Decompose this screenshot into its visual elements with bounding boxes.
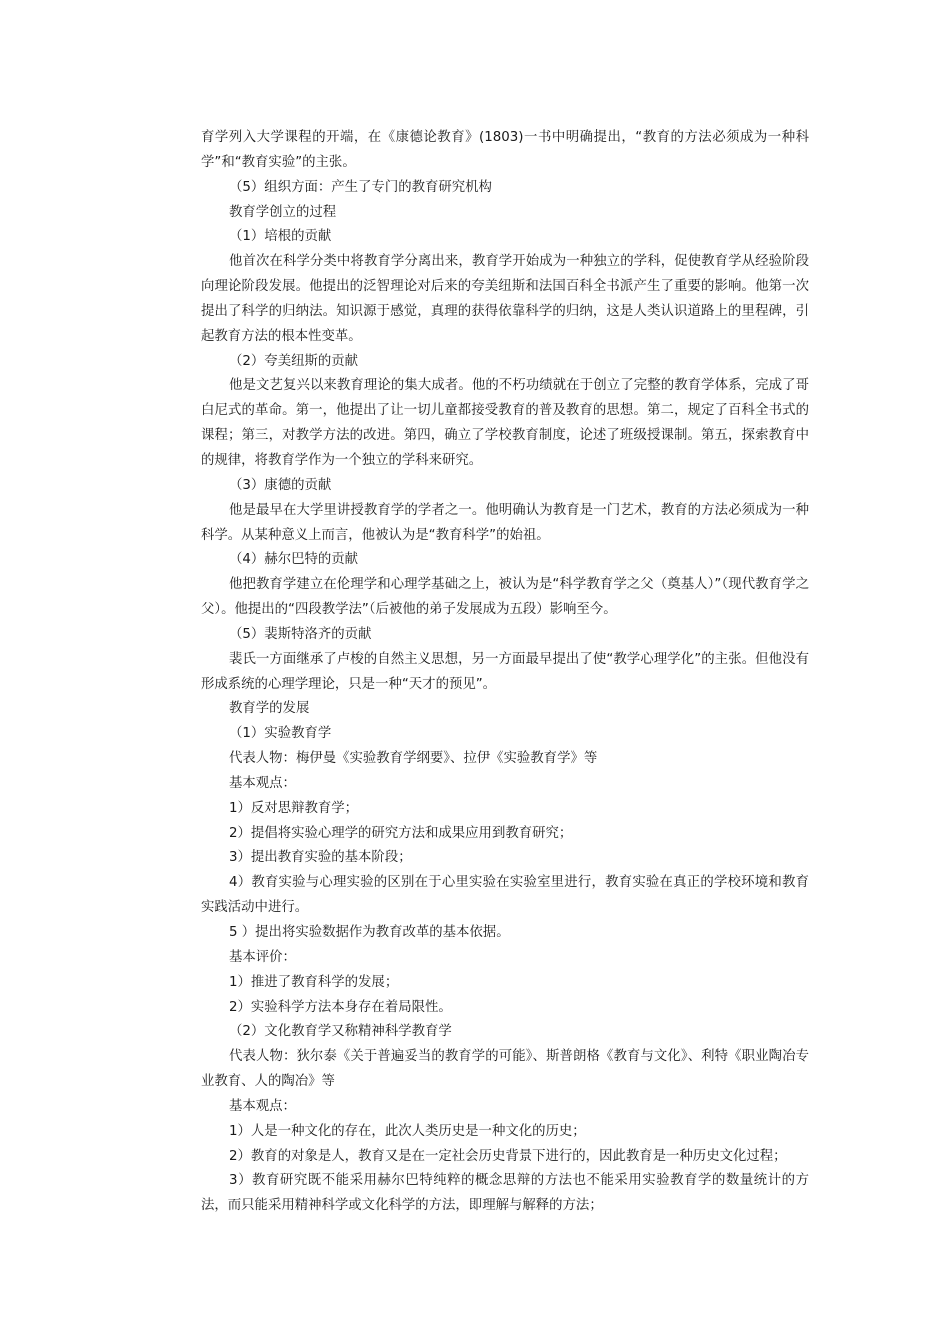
paragraph: 他首次在科学分类中将教育学分离出来，教育学开始成为一种独立的学科，促使教育学从经验阶段向理论阶段发展。他提出的泛智理论对后来的夸美纽斯和法国百科全书派产生了重要的影响。他第一次提出了科学的归纳法。知识源于感觉，真理的获得依靠科学的归纳，这是人类认识道路上的里程碑，引起教育方法的根本性变革。 [201,254,809,344]
paragraph: 1）人是一种文化的存在，此次人类历史是一种文化的历史； [229,1123,586,1139]
paragraph: （5）裴斯特洛齐的贡献 [229,626,372,642]
paragraph: （2）夸美纽斯的贡献 [229,353,359,369]
paragraph: （4）赫尔巴特的贡献 [229,552,359,568]
paragraph: 2）实验科学方法本身存在着局限性。 [229,999,452,1015]
paragraph: （1）培根的贡献 [229,229,332,245]
paragraph: 1）推进了教育科学的发展； [229,974,399,990]
paragraph: 育学列入大学课程的开端，在《康德论教育》(1803)一书中明确提出，“教育的方法必须成为一种科学”和“教育实验”的主张。 [201,130,809,170]
paragraph: 4）教育实验与心理实验的区别在于心里实验在实验室里进行，教育实验在真正的学校环境和教育实践活动中进行。 [201,875,809,916]
paragraph: 2）教育的对象是人，教育又是在一定社会历史背景下进行的，因此教育是一种历史文化过程； [229,1148,787,1164]
paragraph: 他把教育学建立在伦理学和心理学基础之上，被认为是“科学教育学之父（奠基人）”（现代教育学之父）。他提出的“四段教学法”（后被他的弟子发展成为五段）影响至今。 [201,577,809,618]
paragraph: （1）实验教育学 [229,726,332,742]
paragraph: 1）反对思辩教育学； [229,800,359,816]
paragraph: 基本观点： [229,1098,296,1114]
paragraph: （3）康德的贡献 [229,477,332,493]
document-body [201,126,809,1219]
paragraph: （2）文化教育学又称精神科学教育学 [229,1024,452,1040]
paragraph: 裴氏一方面继承了卢梭的自然主义思想，另一方面最早提出了使“教学心理学化”的主张。但他没有形成系统的心理学理论，只是一种“天才的预见”。 [201,651,809,692]
paragraph: 3）提出教育实验的基本阶段； [229,850,412,866]
paragraph: （5）组织方面：产生了专门的教育研究机构 [229,179,492,195]
paragraph: 5 ）提出将实验数据作为教育改革的基本依据。 [229,925,510,940]
paragraph: 基本观点： [229,775,296,791]
paragraph: 他是最早在大学里讲授教育学的学者之一。他明确认为教育是一门艺术，教育的方法必须成为一种科学。从某种意义上而言，他被认为是“教育科学”的始祖。 [201,502,809,543]
paragraph: 3）教育研究既不能采用赫尔巴特纯粹的概念思辩的方法也不能采用实验教育学的数量统计的方法，而只能采用精神科学或文化科学的方法，即理解与解释的方法； [201,1173,809,1214]
paragraph: 代表人物：狄尔泰《关于普遍妥当的教育学的可能》、斯普朗格《教育与文化》、利特《职业陶冶专业教育、人的陶冶》等 [201,1049,809,1090]
paragraph: 代表人物：梅伊曼《实验教育学纲要》、拉伊《实验教育学》等 [229,751,598,767]
paragraph: 教育学的发展 [229,701,310,717]
paragraph: 基本评价： [229,949,296,965]
paragraph: 教育学创立的过程 [229,204,337,220]
paragraph: 他是文艺复兴以来教育理论的集大成者。他的不朽功绩就在于创立了完整的教育学体系，完成了哥白尼式的革命。第一，他提出了让一切儿童都接受教育的普及教育的思想。第二，规定了百科全书式的课程；第三，对教学方法的改进。第四，确立了学校教育制度，论述了班级授课制。第五，探索教育中的规律，将教育学作为一个独立的学科来研究。 [201,378,809,468]
paragraph: 2）提倡将实验心理学的研究方法和成果应用到教育研究； [229,825,573,841]
